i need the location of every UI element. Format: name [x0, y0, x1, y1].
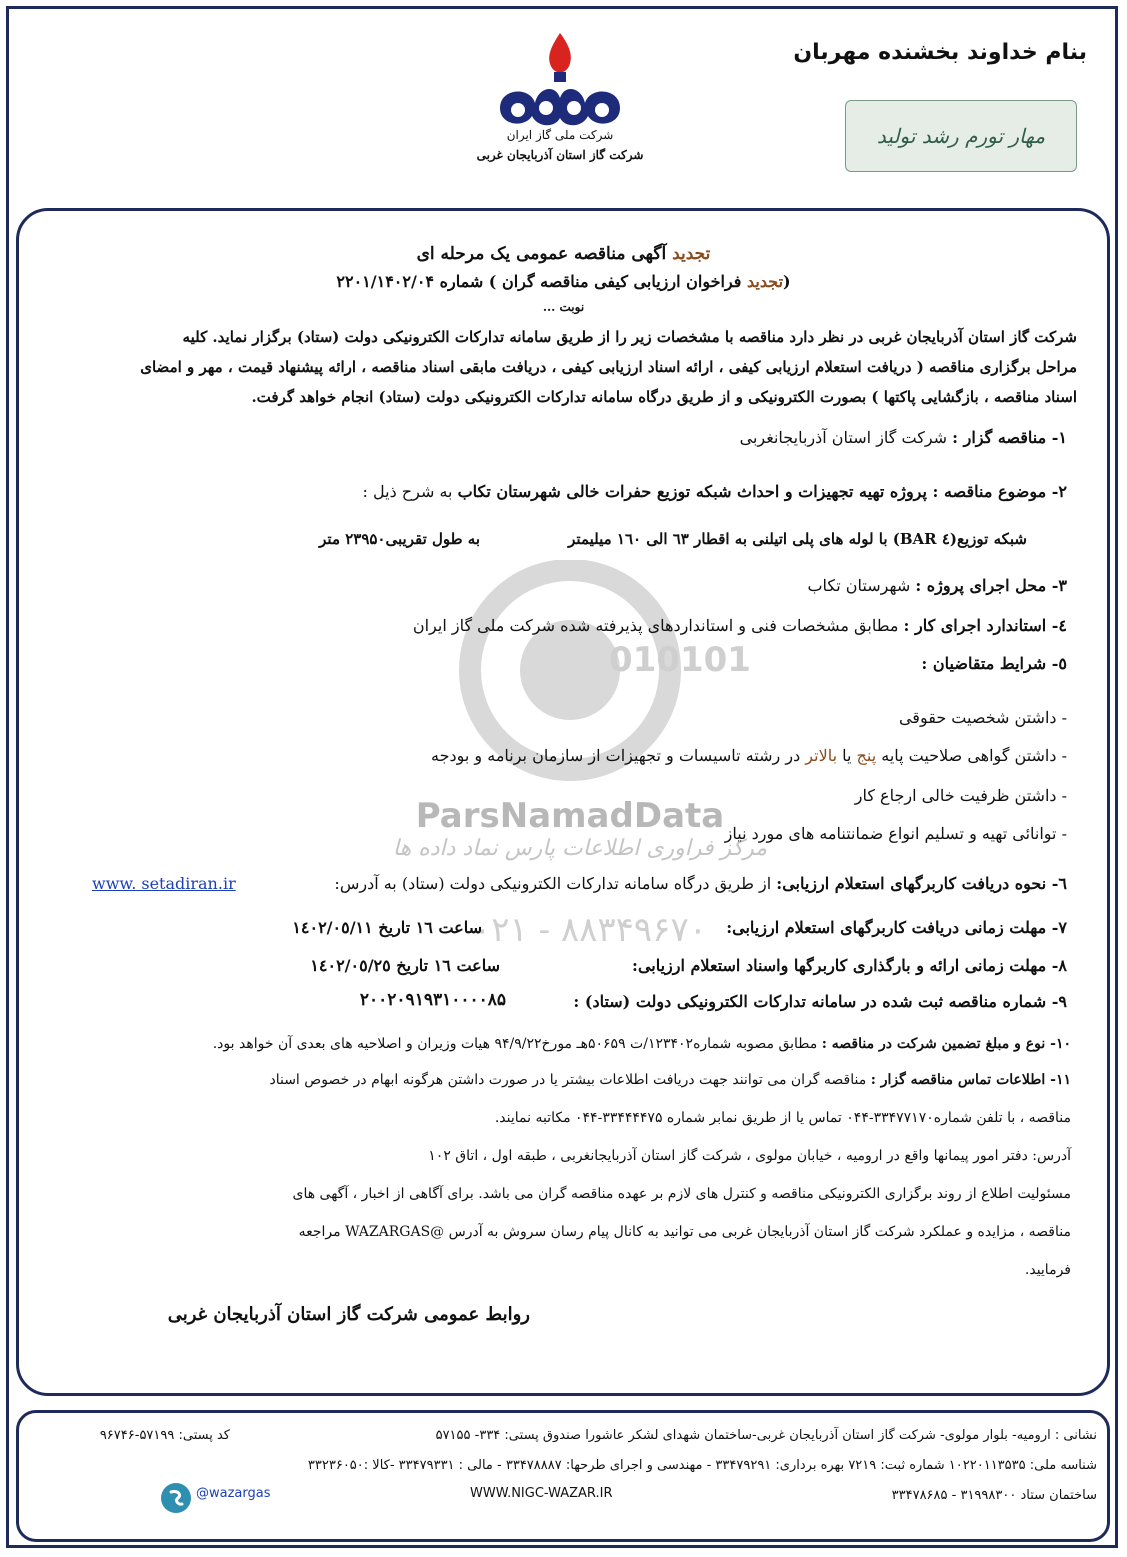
item-6 [307, 874, 1067, 893]
item-11-label: ۱۱- اطلاعات تماس مناقصه گزار : [870, 1072, 1071, 1088]
watermark-text: ParsNamadData [415, 796, 725, 836]
item-7-label: ۷- مهلت زمانی دریافت کاربرگهای استعلام ارزیابی: [726, 918, 1067, 937]
item-6-value: از طریق درگاه سامانه تدارکات الکترونیکی دولت (ستاد) به آدرس: [334, 874, 772, 893]
item-7-value: ساعت ١٦ تاریخ ١٤٠٢/٠٥/١١ [292, 918, 482, 937]
item-8-label: ۸- مهلت زمانی ارائه و بارگذاری کاربرگها واسناد استعلام ارزیابی: [632, 956, 1067, 975]
title-paren: ( [783, 272, 791, 291]
condition-1: - داشتن شخصیت حقوقی [898, 708, 1067, 727]
condition-4: - توانائی تهیه و تسلیم انواع ضمانتنامه های مورد نیاز [724, 824, 1067, 843]
item-3-label: ۳- محل اجرای پروژه : [915, 576, 1067, 595]
watermark-phone: ۰۲۱ - ۸۸۳۴۹۶۷۰ [473, 910, 707, 950]
item-2-length: به طول تقریبی۲۳۹۵۰ متر [319, 530, 480, 548]
item-11-line-2: مناقصه ، با تلفن شماره۳۳۴۷۷۱۷۰-۰۴۴ تماس یا از طریق نمابر شماره ۳۳۴۴۴۴۷۵-۰۴۴ مکاتبه نمایند. [494, 1110, 1071, 1126]
item-10-label: ۱۰- نوع و مبلغ تضمین شرکت در مناقصه : [821, 1036, 1071, 1052]
responsibility-line-1: مسئولیت اطلاع از روند برگزاری الکترونیکی مناقصه و کنترل های لازم بر عهده مناقصه گران می باشد. برای آگاهی از اخبار ، آگهی های [292, 1186, 1071, 1202]
condition-3: - داشتن ظرفیت خالی ارجاع کار [854, 786, 1067, 805]
item-1-value: شرکت گاز استان آذربایجانغربی [739, 428, 948, 447]
watermark-digits: 010101 [609, 640, 751, 680]
item-1-label: ۱- مناقصه گزار : [952, 428, 1067, 447]
footer-social-handle[interactable]: @wazargas [196, 1486, 271, 1501]
responsibility-line-2: مناقصه ، مزایده و عملکرد شرکت گاز استان آذربایجان غربی می توانید به کانال پیام رسان سروش به آدرس @WAZARGAS مراجعه [298, 1224, 1071, 1240]
basmala: بنام خداوند بخشنده مهربان [793, 40, 1087, 65]
footer-hq-phones: ساختمان ستاد ۳۱۹۹۸۳۰۰ - ۳۳۴۷۸۶۸۵ [891, 1488, 1097, 1503]
item-11-value: مناقصه گران می توانند جهت دریافت اطلاعات بیشتر یا در صورت داشتن هرگونه ابهام در خصوص اسناد [269, 1072, 867, 1088]
item-2-detail: شبکه توزیع(٤ BAR) با لوله های پلی اتیلنی به اقطار ٦٣ الی ١٦٠ میلیمتر [568, 530, 1027, 548]
condition-2-higher: بالاتر [805, 746, 838, 765]
item-4 [67, 616, 1067, 635]
condition-2-grade: پنج [856, 746, 877, 765]
item-4-label: ٤- استاندارد اجرای کار : [903, 616, 1067, 635]
item-9-label: ۹- شماره مناقصه ثبت شده در سامانه تدارکات الکترونیکی دولت (ستاد) : [573, 992, 1067, 1011]
setadiran-link[interactable]: www. setadiran.ir [92, 874, 236, 893]
item-3 [67, 576, 1067, 595]
footer-address: نشانی : ارومیه- بلوار مولوی- شرکت گاز استان آذربایجان غربی-ساختمان شهدای لشکر عاشورا صندوق پستی: ۳۳۴- ۵۷۱۵۵ [435, 1428, 1097, 1443]
item-4-value: مطابق مشخصات فنی و استانداردهای پذیرفته شده شرکت ملی گاز ایران [412, 616, 899, 635]
watermark-subtitle: مرکز فراوری اطلاعات پارس نماد داده ها [392, 836, 768, 861]
responsibility-line-3: فرمایید. [1024, 1262, 1071, 1278]
item-11 [51, 1072, 1071, 1088]
item-8-value: ساعت ١٦ تاریخ ١٤٠٢/٠٥/٢٥ [310, 956, 500, 975]
item-2-label: ۲- موضوع مناقصه : پروژه تهیه تجهیزات و احداث شبکه توزیع حفرات خالی شهرستان تکاب [457, 482, 1067, 501]
address-line: آدرس: دفتر امور پیمانها واقع در ارومیه ، خیابان مولوی ، شرکت گاز استان آذربایجانغربی ، طبقه اول ، اتاق ۱۰۲ [428, 1148, 1071, 1164]
item-10 [51, 1036, 1071, 1052]
slogan-badge: مهار تورم رشد تولید [845, 100, 1077, 172]
round-label: نوبت ... [542, 300, 585, 314]
footer-website-link[interactable]: WWW.NIGC-WAZAR.IR [470, 1486, 613, 1501]
condition-2-post: در رشته تاسیسات و تجهیزات از سازمان برنامه و بودجه [431, 746, 801, 765]
item-3-value: شهرستان تکاب [807, 576, 911, 595]
subtitle-text: فراخوان ارزیابی کیفی مناقصه گران ) شماره ۲۲۰۱/۱۴۰۲/۰۴ [336, 272, 742, 291]
condition-2-or: یا [842, 746, 852, 765]
intro-line-2: مراحل برگزاری مناقصه ( دریافت استعلام ارزیابی کیفی ، ارائه اسناد ارزیابی کیفی ، دریافت مابقی اسناد مناقصه ، ارائه پیشنهاد قیمت ، مهر و امضای [140, 358, 1077, 376]
title-line-2 [0, 272, 1127, 291]
title-renewal-mark: تجدید [672, 244, 711, 264]
item-1 [67, 428, 1067, 447]
condition-2-pre: - داشتن گواهی صلاحیت پایه [881, 746, 1067, 765]
item-2-value: به شرح ذیل : [362, 482, 453, 501]
item-2 [67, 482, 1067, 501]
title-text: آگهی مناقصه عمومی یک مرحله ای [416, 244, 667, 264]
nigc-logo-icon [480, 28, 640, 168]
item-10-value: مطابق مصوبه شماره۱۲۳۴۰۲/ت ۵۰۶۵۹هـ مورخ۹۴/۹/۲۲ هیات وزیران و اصلاحیه های بعدی آن خواهد بود. [212, 1036, 818, 1052]
soroush-messenger-icon[interactable] [160, 1482, 192, 1514]
condition-2 [67, 746, 1067, 765]
item-6-label: ٦- نحوه دریافت کاربرگهای استعلام ارزیابی: [776, 874, 1067, 893]
item-9-value: ۲۰۰۲۰۹۱۹۳۱۰۰۰۰۸۵ [359, 990, 506, 1010]
subtitle-renewal-mark: تجدید [746, 272, 784, 291]
footer-contacts: شناسه ملی: ۱۰۲۲۰۱۱۳۵۳۵ شماره ثبت: ۷۲۱۹ بهره برداری: ۳۳۴۷۹۲۹۱ - مهندسی و اجرای طرحها: ۳۳۴۷۸۸۸۷ - مالی : ۳۳۴۷۹۳۳۱ -کالا :۳۳۲۳۶۰۵۰ [307, 1458, 1097, 1473]
logo-caption-nigc: شرکت ملی گاز ایران [506, 128, 614, 142]
title-line-1 [0, 244, 1127, 264]
intro-line-3: اسناد مناقصه ، بازگشایی پاکتها ) بصورت الکترونیکی و از طریق درگاه سامانه تدارکات الکترونیکی دولت (ستاد) انجام خواهد گرفت. [251, 388, 1077, 406]
signature: روابط عمومی شرکت گاز استان آذربایجان غربی [167, 1304, 530, 1325]
logo-caption-company: شرکت گاز استان آذربایجان غربی [476, 148, 644, 162]
item-5-label: ٥- شرایط متقاضیان : [921, 654, 1067, 673]
intro-line-1: شرکت گاز استان آذربایجان غربی در نظر دارد مناقصه با مشخصات زیر را از طریق سامانه تدارکات الکترونیکی دولت (ستاد) برگزار نماید. کلیه [182, 328, 1077, 346]
footer-postal-code: کد پستی: ۵۷۱۹۹-۹۶۷۴۶ [99, 1428, 230, 1443]
